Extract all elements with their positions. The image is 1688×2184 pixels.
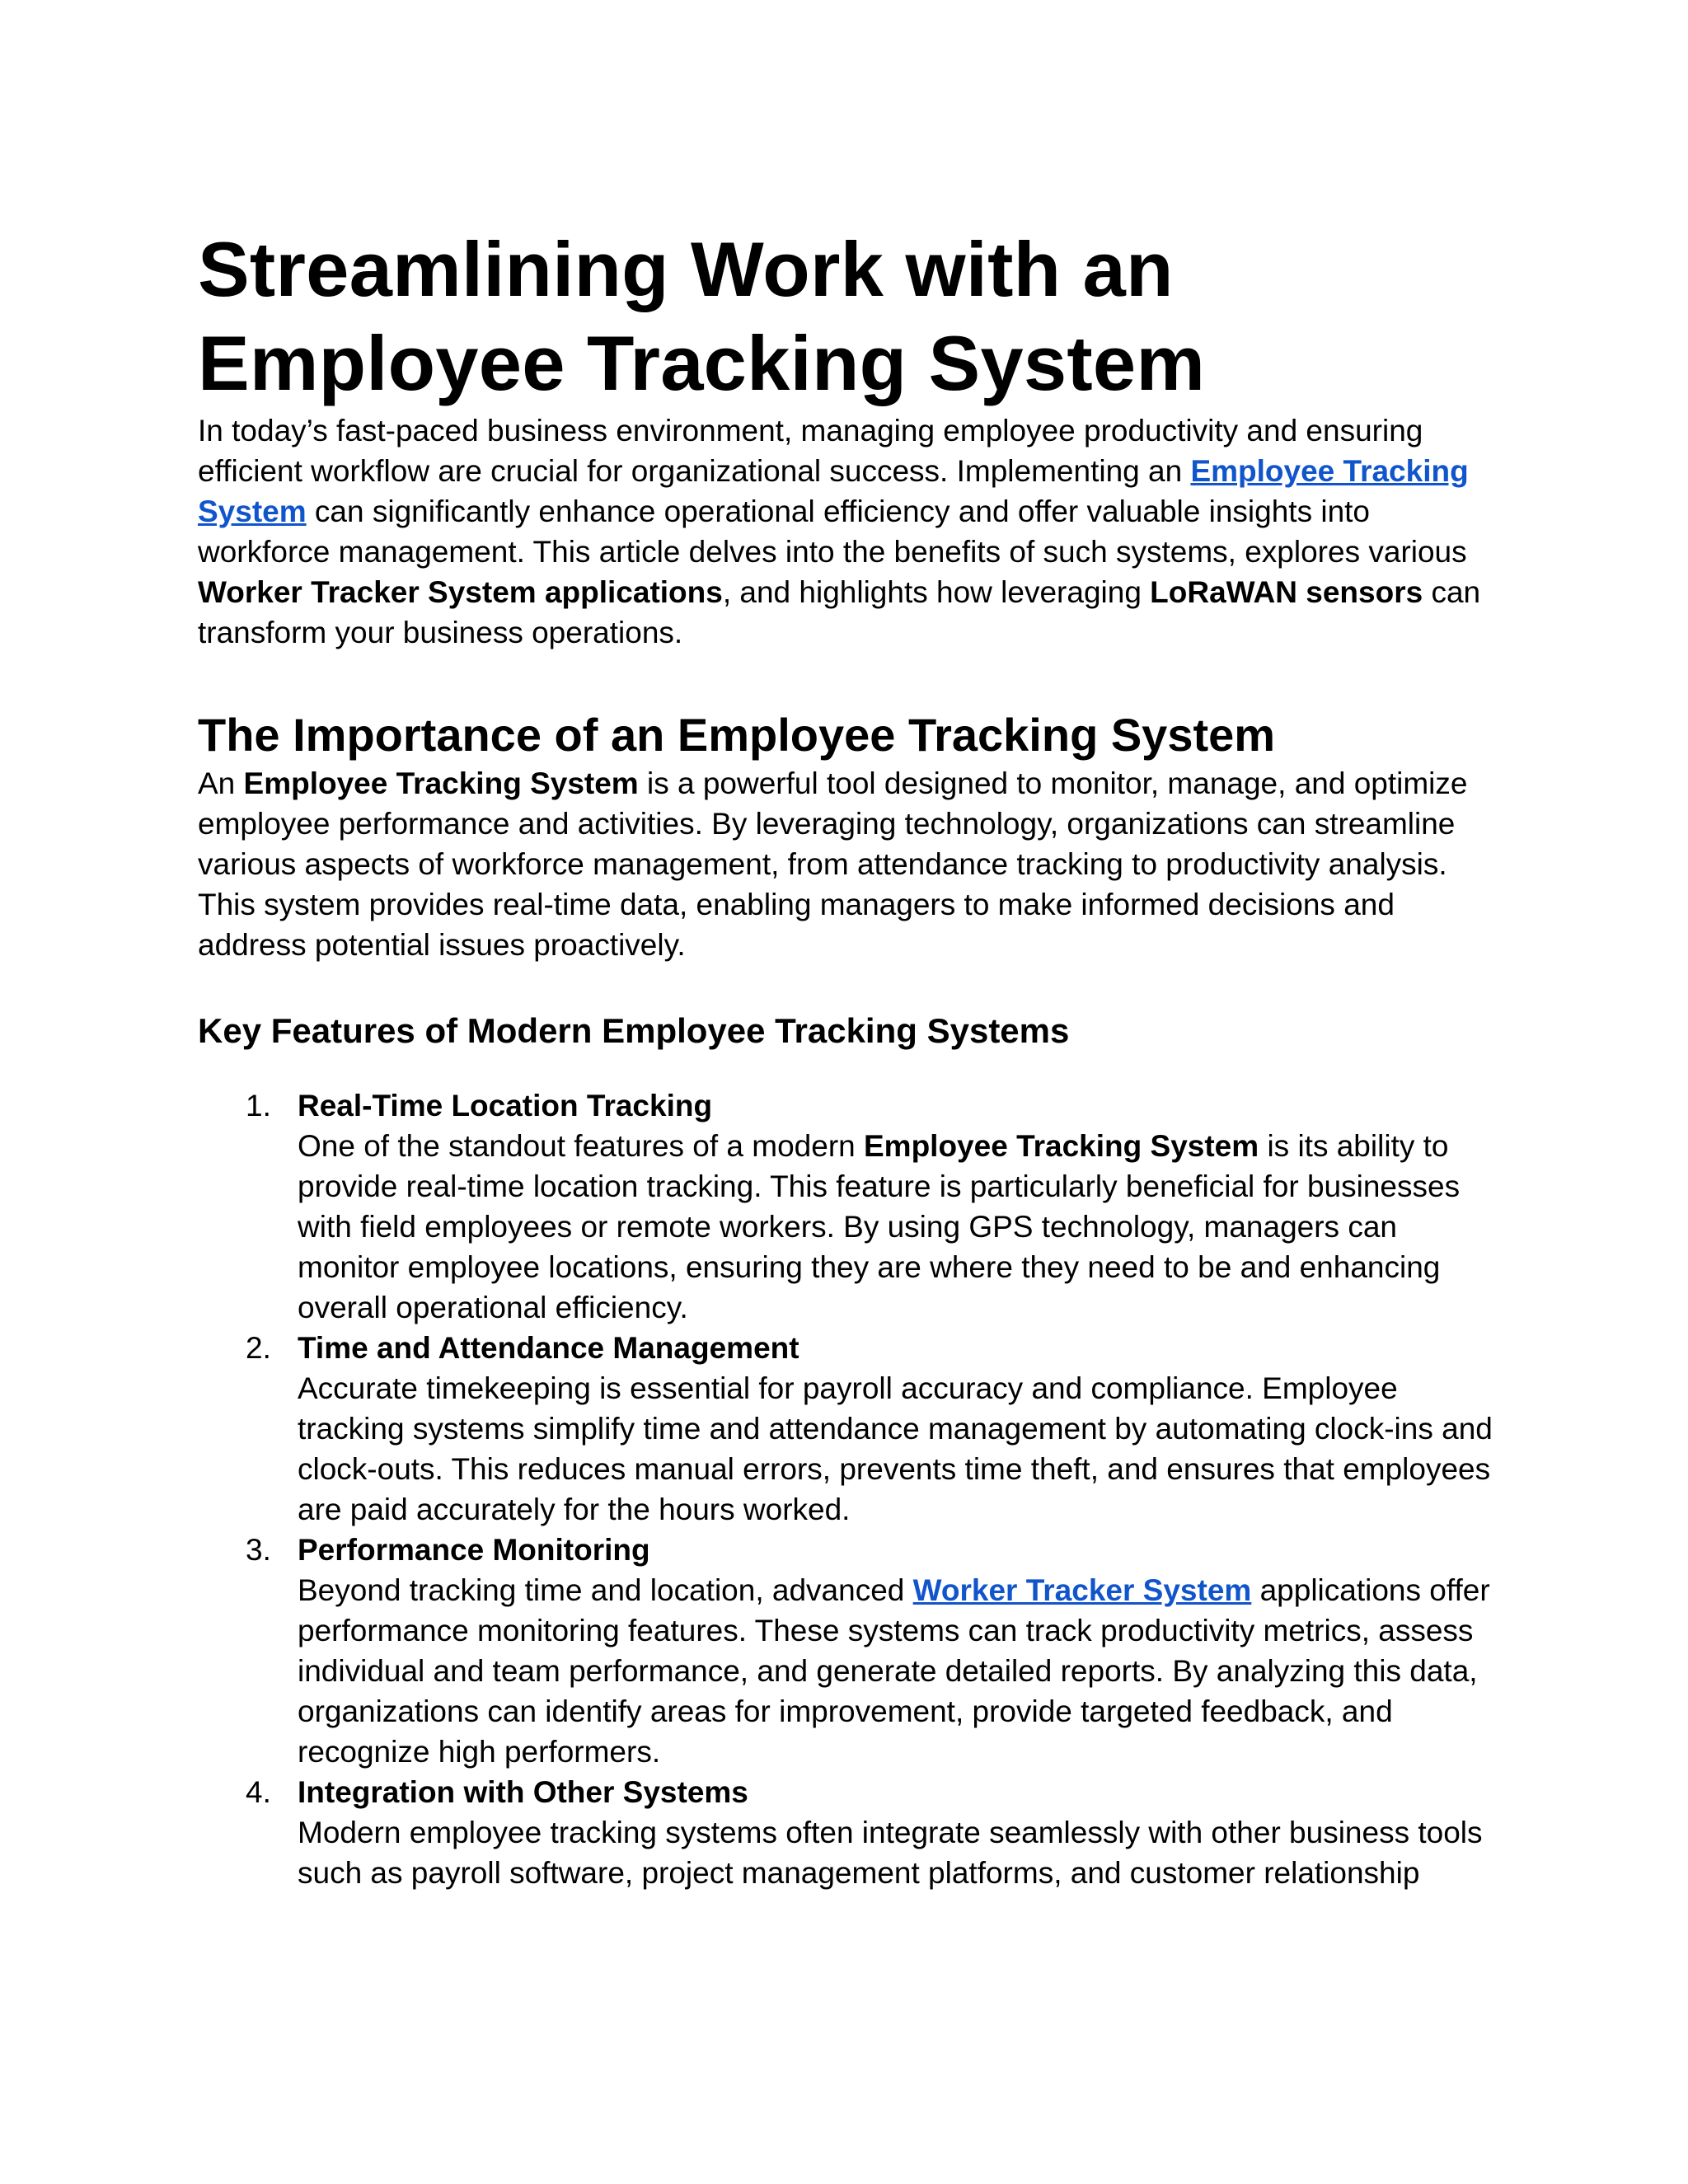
intro-bold-worker-tracker: Worker Tracker System applications	[198, 575, 723, 609]
intro-text-2: can significantly enhance operational efficiency and offer valuable insights into workforce management. This article delves into the benefits of such systems, explores various	[198, 494, 1467, 569]
list-item	[198, 1328, 1500, 1530]
list-item-body	[298, 1570, 1500, 1772]
importance-text-1: An	[198, 766, 244, 800]
section-heading-importance: The Importance of an Employee Tracking System	[198, 709, 1276, 761]
list-item-body: Accurate timekeeping is essential for payroll accuracy and compliance. Employee tracking systems simplify time and attendance management by automating clock-ins and clock-outs. This reduces manual errors, prevents time theft, and ensures that employees are paid accurately for the hours worked.	[298, 1371, 1493, 1526]
list-item-title: Real-Time Location Tracking	[298, 1089, 713, 1122]
list-item-text: is its ability to provide real-time location tracking. This feature is particularly beneficial for businesses with field employees or remote workers. By using GPS technology, managers can monitor employee locations, ensuring they are where they need to be and enhancing overall operational efficiency.	[298, 1129, 1461, 1324]
list-item-body	[298, 1126, 1500, 1328]
importance-text-2: is a powerful tool designed to monitor, manage, and optimize employee performance and activities. By leveraging technology, organizations can streamline various aspects of workforce management, from attendance tracking to productivity analysis. This system provides real-time data, enabling managers to make informed decisions and address potential issues proactively.	[198, 766, 1468, 962]
list-item-body: Modern employee tracking systems often integrate seamlessly with other business tools such as payroll software, project management platforms, and customer relationship	[298, 1816, 1483, 1890]
list-item-title: Integration with Other Systems	[298, 1775, 748, 1809]
importance-bold: Employee Tracking System	[243, 766, 639, 800]
list-number: 2.	[246, 1331, 271, 1365]
employee-tracking-system-link[interactable]: Employee Tracking System	[198, 454, 1469, 528]
section-heading-key-features: Key Features of Modern Employee Tracking Systems	[198, 1011, 1070, 1050]
list-number: 1.	[246, 1089, 271, 1122]
list-item-text: applications offer performance monitoring features. These systems can track productivity metrics, assess individual and team performance, and generate detailed reports. By analyzing this data, organizations can identify areas for improvement, provide targeted feedback, and recognize high performers.	[298, 1573, 1490, 1769]
list-item-text: One of the standout features of a modern	[298, 1129, 864, 1163]
list-item-title: Performance Monitoring	[298, 1533, 650, 1567]
list-item-bold: Employee Tracking System	[864, 1129, 1259, 1163]
list-item	[198, 1530, 1500, 1772]
document-page	[198, 223, 1500, 1893]
list-item	[198, 1085, 1500, 1328]
list-item-title: Time and Attendance Management	[298, 1331, 799, 1365]
intro-text-1: In today’s fast-paced business environment, managing employee productivity and ensuring efficient workflow are crucial for organizational success. Implementing an	[198, 414, 1423, 488]
intro-bold-lorawan: LoRaWAN sensors	[1150, 575, 1423, 609]
list-number: 3.	[246, 1533, 271, 1567]
page-title: Streamlining Work with an Employee Tracking System	[198, 226, 1206, 406]
intro-text-3: , and highlights how leveraging	[722, 575, 1151, 609]
list-item	[198, 1772, 1500, 1893]
features-list	[198, 1085, 1500, 1893]
list-number: 4.	[246, 1775, 271, 1809]
worker-tracker-system-link[interactable]: Worker Tracker System	[912, 1573, 1252, 1607]
intro-text-4: can transform your business operations.	[198, 575, 1481, 649]
intro-paragraph	[198, 410, 1500, 653]
importance-paragraph	[198, 763, 1500, 965]
list-item-text: Beyond tracking time and location, advanced	[298, 1573, 913, 1607]
